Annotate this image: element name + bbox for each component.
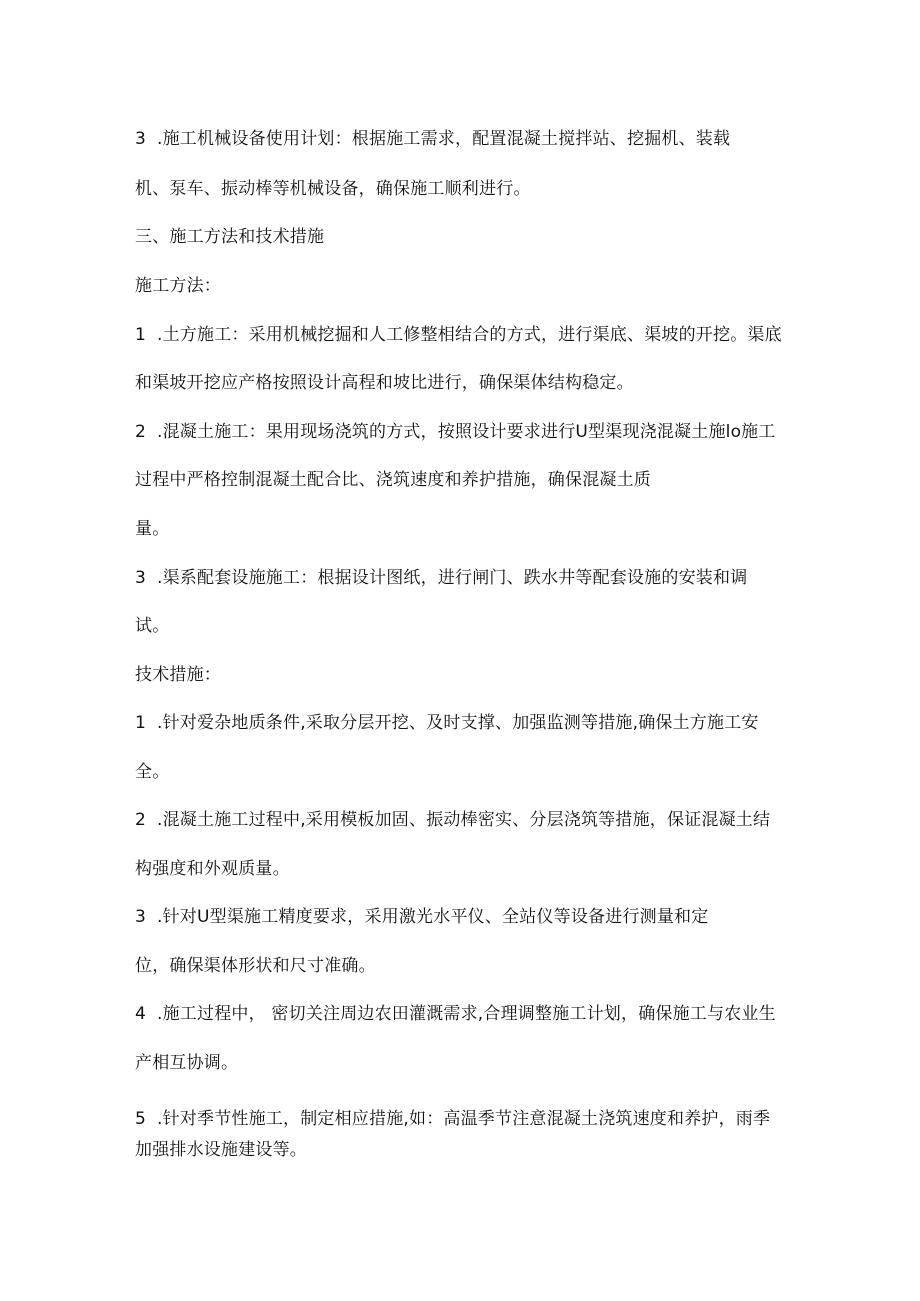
line-text: 构强度和外观质量。 xyxy=(135,859,290,879)
text-line xyxy=(135,421,776,443)
text-line xyxy=(135,906,708,928)
item-number: 5 xyxy=(135,1109,147,1129)
item-number: 3 xyxy=(135,129,147,149)
line-text: 试。 xyxy=(135,616,170,636)
line-text: .渠系配套设施施工：根据设计图纸，进行闸门、跌水井等配套设施的安装和调 xyxy=(157,568,748,588)
line-text: .混凝土施工过程中,采用模板加固、振动棒密实、分层浇筑等措施，保证混凝土结 xyxy=(157,810,771,830)
text-line xyxy=(135,615,169,637)
line-text: 量。 xyxy=(135,519,170,539)
item-number: 3 xyxy=(135,568,147,588)
subheading-text: 施工方法： xyxy=(135,276,221,296)
text-line xyxy=(135,955,376,977)
line-text: .施工机械设备使用计划：根据施工需求，配置混凝土搅拌站、挖掘机、装载 xyxy=(157,129,731,149)
line-text: .土方施工：采用机械挖掘和人工修整相结合的方式，进行渠底、渠坡的开挖。渠底 xyxy=(157,325,782,345)
item-number: 2 xyxy=(135,810,147,830)
item-number: 2 xyxy=(135,422,147,442)
line-text: 位，确保渠体形状和尺寸准确。 xyxy=(135,956,376,976)
line-text: .针对爱杂地质条件,采取分层开挖、及时支撑、加强监测等措施,确保土方施工安 xyxy=(157,713,759,733)
line-text: .混凝土施工：果用现场浇筑的方式，按照设计要求进行U型渠现浇混凝土施lo施工 xyxy=(157,422,776,442)
text-line xyxy=(135,858,290,880)
heading-text: 三、施工方法和技术措施 xyxy=(135,227,325,247)
text-line xyxy=(135,809,770,831)
subheading-text: 技术措施： xyxy=(135,665,221,685)
text-line xyxy=(135,178,531,200)
item-number: 3 xyxy=(135,907,147,927)
text-line xyxy=(135,469,651,491)
line-text: .针对U型渠施工精度要求，采用激光水平仪、全站仪等设备进行测量和定 xyxy=(157,907,709,927)
text-line xyxy=(135,712,759,734)
line-text: 过程中严格控制混凝土配合比、浇筑速度和养护措施，确保混凝土质 xyxy=(135,470,651,490)
line-text: .针对季节性施工，制定相应措施,如：高温季节注意混凝土浇筑速度和养护，雨季 xyxy=(157,1109,771,1129)
subheading xyxy=(135,664,221,686)
section-heading xyxy=(135,226,324,248)
item-number: 1 xyxy=(135,713,147,733)
line-text: 加强排水设施建设等。 xyxy=(135,1140,307,1160)
line-text: 和渠坡开挖应产格按照设计高程和坡比进行，确保渠体结构稳定。 xyxy=(135,373,634,393)
text-line xyxy=(135,128,730,150)
text-line xyxy=(135,1108,770,1130)
item-number: 4 xyxy=(135,1004,147,1024)
text-line xyxy=(135,761,169,783)
line-text: 产相互协调。 xyxy=(135,1053,239,1073)
text-line xyxy=(135,1139,307,1161)
text-line xyxy=(135,324,782,346)
line-text: 全。 xyxy=(135,762,170,782)
text-line xyxy=(135,518,169,540)
line-text: .施工过程中， 密切关注周边农田灌溉需求,合理调整施工计划，确保施工与农业生 xyxy=(157,1004,776,1024)
text-line xyxy=(135,372,634,394)
line-text: 机、泵车、振动棒等机械设备，确保施工顺利进行。 xyxy=(135,179,531,199)
text-line xyxy=(135,567,747,589)
text-line xyxy=(135,1052,238,1074)
subheading xyxy=(135,275,221,297)
item-number: 1 xyxy=(135,325,147,345)
text-line xyxy=(135,1003,776,1025)
